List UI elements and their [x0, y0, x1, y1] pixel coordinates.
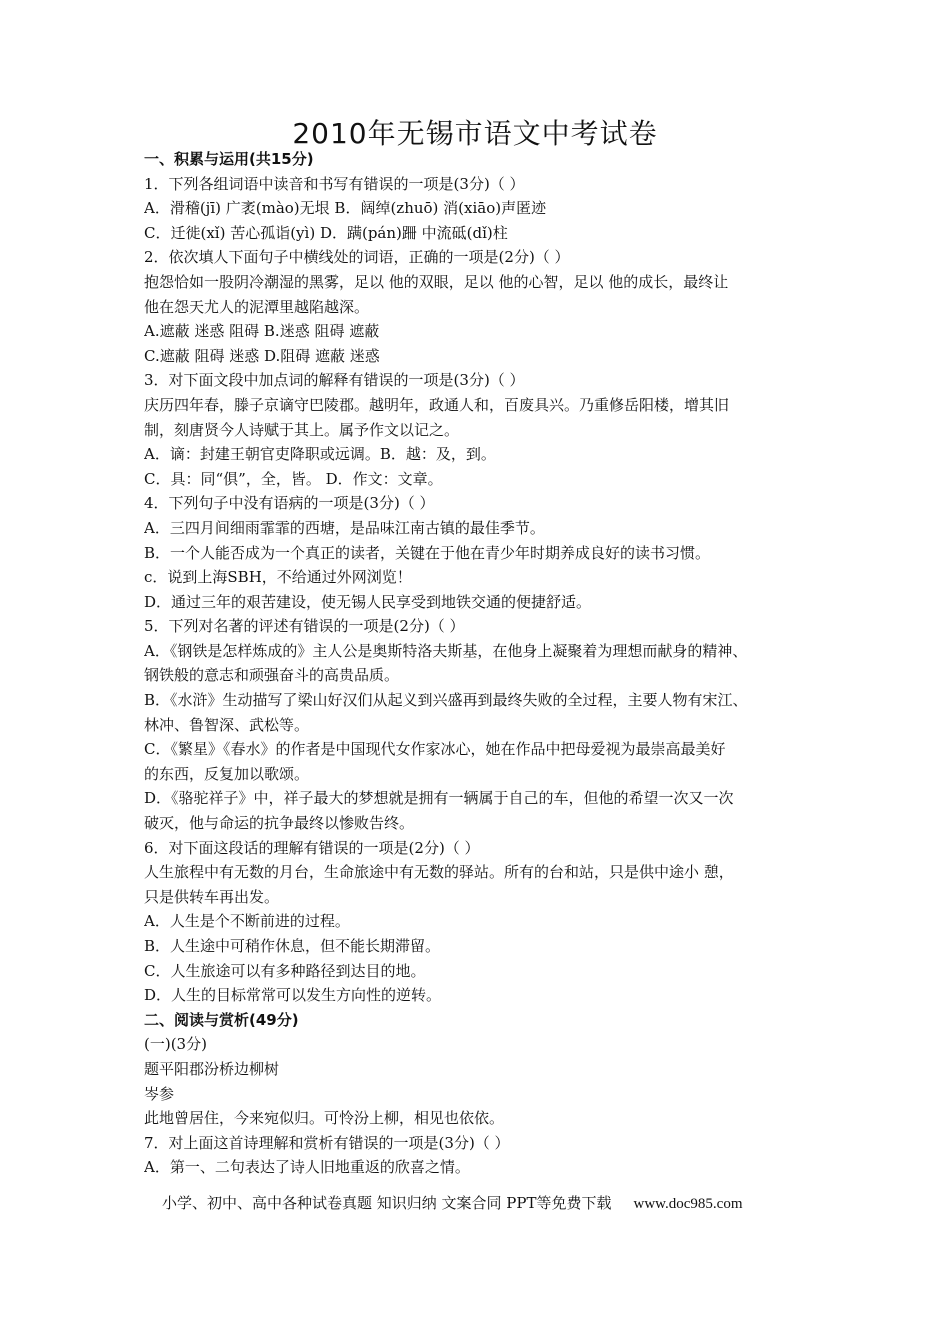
section-heading: 一、积累与运用(共15分): [144, 150, 314, 168]
text-line: C.遮蔽 阻碍 迷惑 D.阻碍 遮蔽 迷惑: [144, 346, 380, 365]
text-line: 他在怨天尤人的泥潭里越陷越深。: [144, 297, 370, 316]
text-line: B．《水浒》生动描写了梁山好汉们从起义到兴盛再到最终失败的全过程，主要人物有宋江、: [144, 691, 748, 710]
text-line: 制，刻唐贤今人诗赋于其上。属予作文以记之。: [144, 420, 460, 439]
text-line: 人生旅程中有无数的月台，生命旅途中有无数的驿站。所有的台和站，只是供中途小 憩，: [144, 863, 734, 882]
text-line: C．人生旅途可以有多种路径到达目的地。: [144, 961, 426, 980]
text-line: 只是供转车再出发。: [144, 887, 280, 906]
text-line: 5．下列对名著的评述有错误的一项是(2分)（ ）: [144, 617, 465, 636]
text-line: A．三四月间细雨霏霏的西塘，是品味江南古镇的最佳季节。: [144, 518, 545, 537]
text-line: C．《繁星》《春水》的作者是中国现代女作家冰心，她在作品中把母爱视为最崇高最美好: [144, 740, 726, 759]
text-line: D．人生的目标常常可以发生方向性的逆转。: [144, 986, 442, 1005]
text-line: 题平阳郡汾桥边柳树: [144, 1059, 280, 1078]
text-line: 破灭，他与命运的抗争最终以惨败告终。: [144, 814, 415, 833]
text-line: 抱怨恰如一股阴冷潮湿的黑雾，足以 他的双眼，足以 他的心智，足以 他的成长，最终让: [144, 272, 729, 291]
text-line: A．第一、二句表达了诗人旧地重返的欣喜之情。: [144, 1158, 470, 1177]
text-line: A．谪：封建王朝官吏降职或远调。B．越：及，到。: [144, 445, 496, 464]
text-line: 6．对下面这段话的理解有错误的一项是(2分)（ ）: [144, 838, 480, 857]
text-line: B．人生途中可稍作休息，但不能长期滞留。: [144, 937, 441, 955]
text-line: 2．依次填人下面句子中横线处的词语，正确的一项是(2分)（ ）: [144, 248, 570, 267]
footer-text: 小学、初中、高中各种试卷真题 知识归纳 文案合同 PPT等免费下载: [162, 1194, 612, 1212]
text-line: c．说到上海SBH，不给通过外网浏览！: [144, 568, 412, 587]
text-line: 3．对下面文段中加点词的解释有错误的一项是(3分)（ ）: [144, 371, 525, 390]
text-line: 庆历四年春，滕子京谪守巴陵郡。越明年，政通人和，百废具兴。乃重修岳阳楼，增其旧: [144, 395, 730, 414]
page-title: 2010年无锡市语文中考试卷: [292, 117, 658, 150]
text-line: 此地曾居住，今来宛似归。可怜汾上柳，相见也依依。: [144, 1109, 505, 1128]
text-line: A．滑稽(jī) 广袤(mào)无垠 B．阔绰(zhuō) 消(xiāo)声匿迹: [144, 199, 547, 218]
text-line: 的东西，反复加以歌颂。: [144, 764, 310, 783]
text-line: C．具：同“俱”，全，皆。 D．作文：文章。: [144, 469, 443, 488]
text-line: 林冲、鲁智深、武松等。: [144, 715, 310, 734]
text-line: A．《钢铁是怎样炼成的》主人公是奥斯特洛夫斯基，在他身上凝聚着为理想而献身的精神、: [144, 641, 748, 660]
text-line: A．人生是个不断前进的过程。: [144, 912, 350, 931]
text-line: C．迁徙(xǐ) 苦心孤诣(yì) D．蹒(pán)跚 中流砥(dǐ)柱: [144, 223, 508, 242]
text-line: 4．下列句子中没有语病的一项是(3分)（ ）: [144, 494, 435, 513]
text-line: D．《骆驼祥子》中，祥子最大的梦想就是拥有一辆属于自己的车，但他的希望一次又一次: [144, 789, 734, 808]
text-line: A.遮蔽 迷惑 阻碍 B.迷惑 阻碍 遮蔽: [144, 322, 380, 341]
text-line: 1．下列各组词语中读音和书写有错误的一项是(3分)（ ）: [144, 174, 525, 193]
section-heading: 二、阅读与赏析(49分): [144, 1010, 299, 1029]
page-footer: [162, 1192, 842, 1213]
text-line: 钢铁般的意志和顽强奋斗的高贵品质。: [144, 666, 400, 685]
text-line: B．一个人能否成为一个真正的读者，关键在于他在青少年时期养成良好的读书习惯。: [144, 543, 711, 562]
document-body: [144, 147, 834, 1180]
text-line: D．通过三年的艰苦建设，使无锡人民享受到地铁交通的便捷舒适。: [144, 592, 592, 611]
text-line: 岑参: [144, 1084, 175, 1103]
footer-site-link[interactable]: www.doc985.com: [633, 1196, 743, 1212]
text-line: (一)(3分): [144, 1035, 207, 1054]
text-line: 7．对上面这首诗理解和赏析有错误的一项是(3分)（ ）: [144, 1133, 510, 1152]
